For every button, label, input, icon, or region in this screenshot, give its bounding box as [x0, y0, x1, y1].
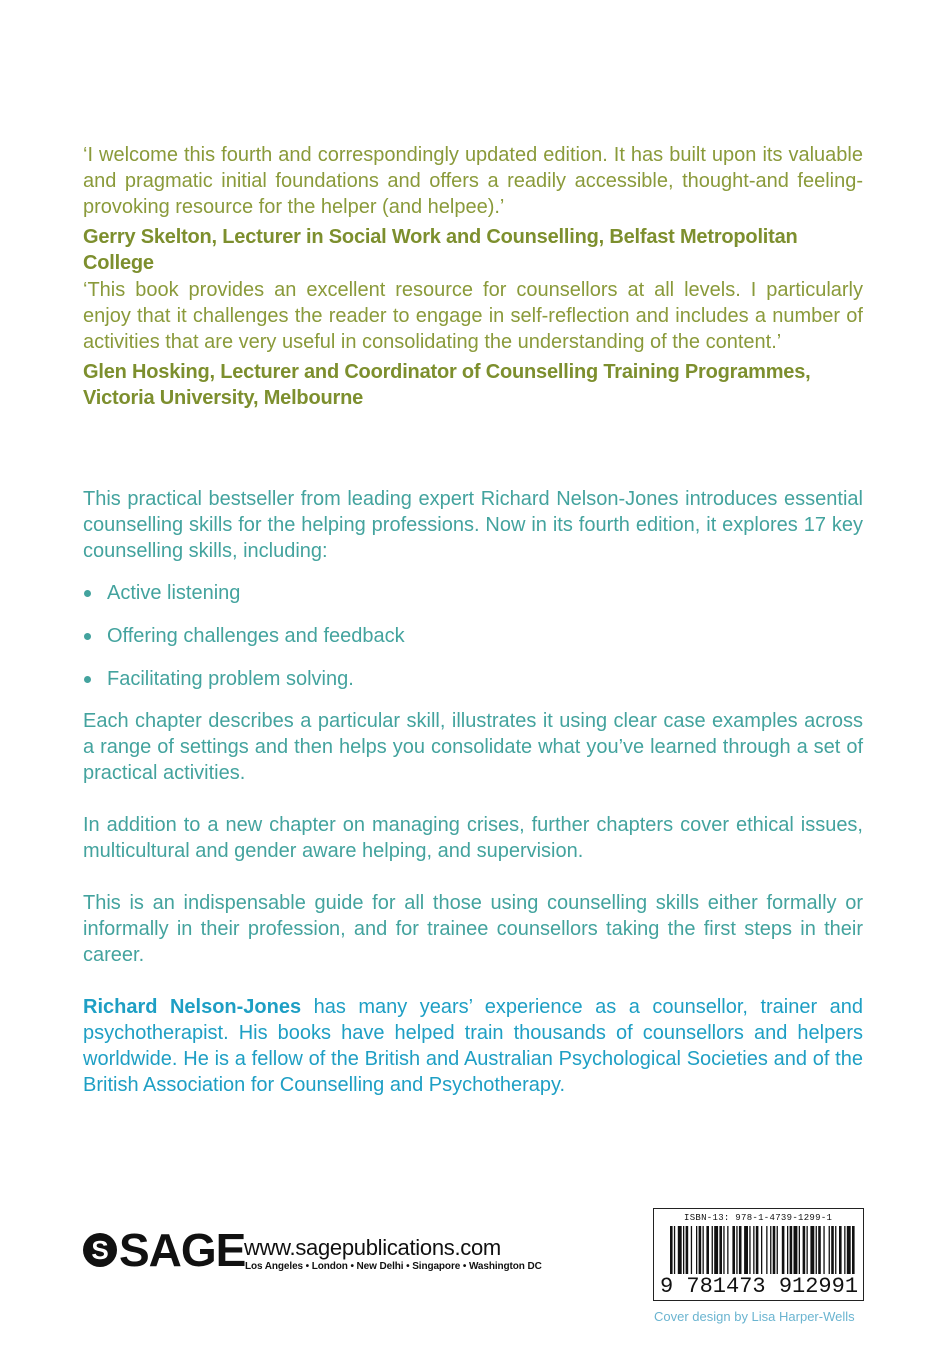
- barcode-bar: [794, 1226, 798, 1274]
- list-item-label: Offering challenges and feedback: [107, 625, 405, 647]
- barcode-bar: [803, 1226, 806, 1274]
- sage-wordmark: SAGE: [119, 1224, 246, 1276]
- barcode-bar: [787, 1226, 788, 1274]
- list-item: [83, 666, 863, 709]
- skills-list: [83, 580, 863, 709]
- barcode-bar: [766, 1226, 767, 1274]
- paragraph-text: This is an indispensable guide for all those using counselling skills either formally or informally in their profession, and for trainee counsellors taking the first steps in their career.: [83, 892, 863, 966]
- barcode-bar: [683, 1226, 684, 1274]
- barcode-bar: [770, 1226, 771, 1274]
- barcode-bar: [782, 1226, 785, 1274]
- author-bio-text: [83, 994, 863, 1098]
- description-paragraph-2: [83, 708, 863, 786]
- barcode-bar: [823, 1226, 824, 1274]
- list-item-label: Facilitating problem solving.: [107, 668, 354, 690]
- paragraph-text: Each chapter describes a particular skill, illustrates it using clear case examples across a range of settings and then helps you consolidate what you’ve learned through a set of practical activities.: [83, 710, 863, 784]
- author-name: Richard Nelson-Jones: [83, 996, 302, 1018]
- testimonial-1: [83, 142, 863, 276]
- bullet-icon: [84, 633, 91, 640]
- barcode-bar: [799, 1226, 800, 1274]
- barcode-bar: [696, 1226, 697, 1274]
- barcode-bar: [691, 1226, 692, 1274]
- barcode-bar: [744, 1226, 748, 1274]
- barcode-bar: [818, 1226, 821, 1274]
- barcode-bar: [699, 1226, 702, 1274]
- barcode-bar: [839, 1226, 842, 1274]
- bullet-icon: [84, 590, 91, 597]
- barcode-bar: [732, 1226, 735, 1274]
- author-bio: [83, 994, 863, 1098]
- barcode-bar: [756, 1226, 759, 1274]
- barcode-bar: [831, 1226, 834, 1274]
- barcode-bar: [736, 1226, 737, 1274]
- barcode-bar: [686, 1226, 689, 1274]
- barcode-bar: [753, 1226, 754, 1274]
- testimonial-attribution: Glen Hosking, Lecturer and Coordinator of Counselling Training Programmes, Victoria University, Melbourne: [83, 361, 811, 409]
- barcode-bar: [739, 1226, 742, 1274]
- barcode-bar: [777, 1226, 778, 1274]
- testimonial-text: ‘This book provides an excellent resource for counsellors at all levels. I particularly enjoy that it challenges the reader to engage in self-reflection and includes a number of activities that are very useful in consolidating the understanding of the content.’: [83, 279, 863, 353]
- sage-logo: [83, 1224, 246, 1279]
- list-item: [83, 623, 863, 666]
- barcode-bar: [761, 1226, 762, 1274]
- barcode-bar: [847, 1226, 851, 1274]
- barcode-bar: [703, 1226, 704, 1274]
- barcode-bar: [727, 1226, 728, 1274]
- author-bio-body: has many years’ experience as a counsellor, trainer and psychotherapist. His books have helped train thousands of counsellors and helpers worldwide. He is a fellow of the British and Australian Psychological Societies and of the British Association for Counselling and Psychotherapy.: [83, 996, 863, 1096]
- publisher-cities: Los Angeles • London • New Delhi • Singapore • Washington DC: [245, 1261, 542, 1272]
- barcode-bar: [773, 1226, 776, 1274]
- isbn-label: ISBN-13: 978-1-4739-1299-1: [684, 1213, 833, 1223]
- list-item: [83, 580, 863, 623]
- barcode-bar: [835, 1226, 836, 1274]
- description-intro: [83, 486, 863, 564]
- description-paragraph-3: [83, 812, 863, 864]
- barcode-bar: [829, 1226, 830, 1274]
- description-paragraph-4: [83, 890, 863, 968]
- barcode-bar: [790, 1226, 793, 1274]
- barcode-bar: [670, 1226, 673, 1274]
- barcode-bar: [810, 1226, 814, 1274]
- barcode-bar: [844, 1226, 845, 1274]
- testimonial-text: ‘I welcome this fourth and correspondingly updated edition. It has built upon its valuable and pragmatic initial foundations and offers a readily accessible, thought-and feeling-provoking resource for the helper (and helpee).’: [83, 144, 863, 218]
- barcode-bar: [807, 1226, 808, 1274]
- barcode-bar: [678, 1226, 682, 1274]
- bullet-icon: [84, 676, 91, 683]
- description-intro-text: This practical bestseller from leading expert Richard Nelson-Jones introduces essential counselling skills for the helping professions. Now in its fourth edition, it explores 17 key counselling skills, including:: [83, 488, 863, 562]
- testimonial-2: [83, 277, 863, 411]
- paragraph-text: In addition to a new chapter on managing crises, further chapters cover ethical issues, multicultural and gender aware helping, and supervision.: [83, 814, 863, 862]
- barcode-bar: [712, 1226, 713, 1274]
- sage-logo-icon: S: [83, 1233, 117, 1267]
- barcode-bar: [749, 1226, 750, 1274]
- barcode-bar: [674, 1226, 675, 1274]
- publisher-url: www.sagepublications.com: [244, 1235, 501, 1260]
- barcode-bar: [723, 1226, 724, 1274]
- barcode-digits: 9 781473 912991: [660, 1274, 859, 1299]
- barcode-bar: [816, 1226, 817, 1274]
- barcode-bar: [852, 1226, 855, 1274]
- testimonial-attribution: Gerry Skelton, Lecturer in Social Work and Counselling, Belfast Metropolitan College: [83, 226, 798, 274]
- list-item-label: Active listening: [107, 582, 241, 604]
- cover-credit: Cover design by Lisa Harper-Wells: [654, 1309, 855, 1324]
- barcode-bar: [706, 1226, 709, 1274]
- barcode-bar: [719, 1226, 722, 1274]
- barcode-bar: [714, 1226, 718, 1274]
- isbn-barcode: [653, 1208, 864, 1301]
